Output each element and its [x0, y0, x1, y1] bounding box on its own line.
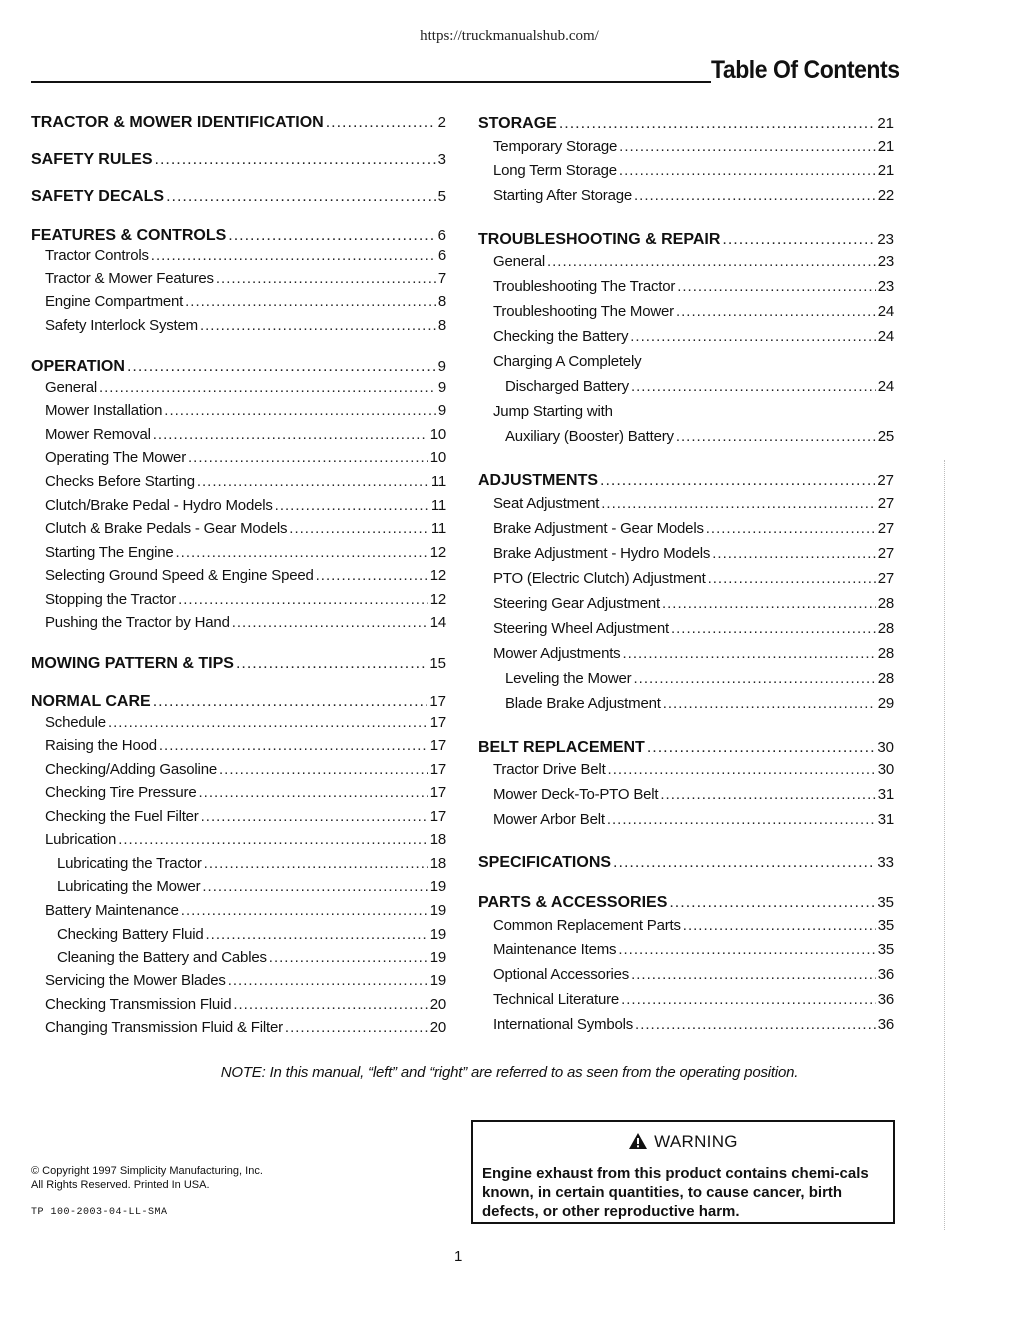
toc-entry-page: 17 — [429, 784, 446, 801]
dot-leader — [153, 426, 428, 443]
toc-entry-label: MOWING PATTERN & TIPS — [31, 655, 234, 672]
dot-leader — [633, 670, 875, 687]
dot-leader — [621, 991, 876, 1008]
toc-entry-label: Steering Gear Adjustment — [493, 595, 660, 612]
toc-entry-page: 6 — [437, 247, 446, 264]
toc-entry-page: 6 — [437, 227, 446, 244]
dot-leader — [316, 567, 428, 584]
toc-entry-label: Leveling the Mower — [505, 670, 632, 687]
dot-leader — [326, 114, 436, 132]
toc-entry-page: 17 — [429, 714, 446, 731]
dot-leader — [608, 761, 876, 778]
dot-leader — [676, 428, 876, 445]
toc-entry-label: Brake Adjustment - Gear Models — [493, 520, 704, 537]
dot-leader — [285, 1019, 428, 1036]
toc-entry-page: 19 — [429, 926, 446, 943]
toc-entry-page: 17 — [429, 693, 446, 710]
toc-entry-page: 23 — [877, 231, 894, 248]
dot-leader — [151, 247, 436, 264]
toc-entry[interactable] — [478, 786, 894, 803]
toc-entry-label: Schedule — [45, 714, 106, 731]
toc-entry-label: Optional Accessories — [493, 966, 630, 983]
toc-entry[interactable] — [31, 855, 446, 872]
toc-entry-page: 8 — [437, 293, 446, 310]
toc-entry[interactable] — [31, 473, 446, 490]
toc-entry[interactable] — [478, 545, 894, 562]
toc-section-entry[interactable] — [31, 358, 446, 376]
dot-leader — [630, 328, 875, 345]
toc-entry-page: 14 — [429, 614, 446, 631]
dot-leader — [613, 854, 875, 872]
page-title: Table Of Contents — [711, 56, 900, 84]
dot-leader — [199, 784, 428, 801]
toc-entry-page: 23 — [877, 253, 894, 270]
toc-entry[interactable] — [31, 247, 446, 264]
toc-entry[interactable] — [31, 761, 446, 778]
toc-entry-page: 17 — [429, 761, 446, 778]
toc-entry-page: 18 — [429, 831, 446, 848]
toc-entry-page: 9 — [437, 358, 446, 375]
toc-entry-page: 15 — [429, 655, 446, 672]
toc-section-entry[interactable] — [31, 188, 446, 206]
toc-entry[interactable] — [31, 784, 446, 801]
orientation-note: NOTE: In this manual, “left” and “right” are referred to as seen from the operating position. — [220, 1064, 799, 1081]
scan-edge — [944, 460, 945, 1230]
toc-entry-label: Seat Adjustment — [493, 495, 600, 512]
toc-entry-page: 24 — [877, 303, 894, 320]
toc-entry-label: Servicing the Mower Blades — [45, 972, 226, 989]
toc-section-entry[interactable] — [478, 231, 894, 249]
warning-text: Engine exhaust from this product contains chemi-cals known, in certain quantities, to cause cancer, birth defects, or other reproductive harm. — [482, 1165, 869, 1220]
toc-entry[interactable] — [478, 187, 894, 204]
toc-entry-label: Checking the Fuel Filter — [45, 808, 199, 825]
toc-entry[interactable] — [31, 426, 446, 443]
toc-entry-page: 19 — [429, 949, 446, 966]
toc-entry-label: Clutch/Brake Pedal - Hydro Models — [45, 497, 273, 514]
toc-section-entry[interactable] — [478, 115, 894, 133]
dot-leader — [547, 253, 876, 270]
toc-entry-label: Mower Deck-To-PTO Belt — [493, 786, 659, 803]
toc-entry-page: 27 — [877, 545, 894, 562]
toc-entry[interactable] — [478, 695, 894, 712]
toc-entry[interactable] — [31, 449, 446, 466]
toc-section-entry[interactable] — [31, 655, 446, 673]
dot-leader — [269, 949, 428, 966]
toc-entry[interactable] — [478, 941, 894, 958]
toc-entry[interactable] — [478, 328, 894, 345]
toc-entry-label: Brake Adjustment - Hydro Models — [493, 545, 711, 562]
toc-entry[interactable] — [31, 926, 446, 943]
toc-entry-label: BELT REPLACEMENT — [478, 739, 645, 756]
toc-entry-label: Selecting Ground Speed & Engine Speed — [45, 567, 314, 584]
toc-entry-label: STORAGE — [478, 115, 557, 132]
toc-entry-label: Lubrication — [45, 831, 117, 848]
toc-entry[interactable] — [478, 138, 894, 155]
toc-entry-label: Discharged Battery — [505, 378, 629, 395]
toc-entry[interactable] — [478, 570, 894, 587]
dot-leader — [232, 614, 428, 631]
toc-entry-label: Troubleshooting The Mower — [493, 303, 674, 320]
dot-leader — [202, 878, 427, 895]
toc-entry-page: 20 — [429, 1019, 446, 1036]
toc-entry[interactable] — [478, 966, 894, 983]
toc-entry-label: Long Term Storage — [493, 162, 617, 179]
dot-leader — [166, 188, 436, 206]
toc-entry-page: 28 — [877, 645, 894, 662]
dot-leader — [99, 379, 436, 396]
toc-entry-label: Lubricating the Mower — [57, 878, 201, 895]
toc-entry[interactable] — [31, 317, 446, 334]
toc-entry-label: Blade Brake Adjustment — [505, 695, 661, 712]
copyright-line: © Copyright 1997 Simplicity Manufacturing, Inc. — [31, 1165, 263, 1177]
dot-leader — [185, 293, 436, 310]
dot-leader — [722, 231, 875, 249]
toc-entry[interactable] — [478, 162, 894, 179]
toc-entry-page: 11 — [430, 520, 446, 537]
toc-entry-label: Lubricating the Tractor — [57, 855, 202, 872]
toc-entry[interactable] — [478, 353, 894, 370]
toc-entry-page: 36 — [877, 966, 894, 983]
toc-entry-label: Operating The Mower — [45, 449, 186, 466]
dot-leader — [647, 739, 876, 757]
toc-entry-label: TRACTOR & MOWER IDENTIFICATION — [31, 114, 324, 131]
toc-entry[interactable] — [31, 972, 446, 989]
toc-entry[interactable] — [31, 567, 446, 584]
toc-entry-page: 17 — [429, 808, 446, 825]
toc-entry[interactable] — [478, 1016, 894, 1033]
dot-leader — [228, 972, 428, 989]
toc-section-entry[interactable] — [478, 739, 894, 757]
toc-entry-page: 36 — [877, 991, 894, 1008]
toc-entry[interactable] — [31, 878, 446, 895]
dot-leader — [619, 162, 876, 179]
toc-entry-page: 21 — [877, 162, 894, 179]
dot-leader — [600, 472, 875, 490]
toc-entry-label: PARTS & ACCESSORIES — [478, 894, 668, 911]
toc-entry-label: SAFETY DECALS — [31, 188, 165, 205]
toc-section-entry[interactable] — [31, 693, 446, 711]
page-number: 1 — [454, 1248, 463, 1265]
toc-entry[interactable] — [31, 293, 446, 310]
toc-entry-label: Cleaning the Battery and Cables — [57, 949, 267, 966]
toc-entry-label: General — [493, 253, 545, 270]
toc-entry-label: Clutch & Brake Pedals - Gear Models — [45, 520, 288, 537]
warning-triangle-icon — [628, 1132, 648, 1155]
toc-section-entry[interactable] — [31, 151, 446, 169]
toc-entry-page: 35 — [877, 941, 894, 958]
toc-entry-page: 8 — [437, 317, 446, 334]
dot-leader — [683, 917, 876, 934]
toc-entry-page: 28 — [877, 670, 894, 687]
dot-leader — [228, 227, 435, 245]
toc-entry-label: Battery Maintenance — [45, 902, 179, 919]
dot-leader — [181, 902, 428, 919]
warning-heading-text: WARNING — [654, 1132, 738, 1151]
toc-entry[interactable] — [478, 278, 894, 295]
toc-entry-page: 5 — [437, 188, 446, 205]
toc-entry-page: 22 — [877, 187, 894, 204]
dot-leader — [178, 591, 428, 608]
dot-leader — [618, 941, 875, 958]
dot-leader — [289, 520, 429, 537]
toc-entry-label: Tractor Drive Belt — [493, 761, 606, 778]
toc-entry-label: Checking Transmission Fluid — [45, 996, 232, 1013]
dot-leader — [108, 714, 428, 731]
dot-leader — [671, 620, 876, 637]
dot-leader — [216, 270, 436, 287]
dot-leader — [206, 926, 428, 943]
toc-entry[interactable] — [478, 811, 894, 828]
toc-entry-page: 35 — [877, 917, 894, 934]
dot-leader — [622, 645, 875, 662]
toc-entry-label: PTO (Electric Clutch) Adjustment — [493, 570, 706, 587]
toc-entry-page: 28 — [877, 620, 894, 637]
dot-leader — [669, 894, 875, 912]
toc-entry-label: Checking/Adding Gasoline — [45, 761, 217, 778]
dot-leader — [607, 811, 876, 828]
toc-entry-label: International Symbols — [493, 1016, 634, 1033]
toc-entry-page: 35 — [877, 894, 894, 911]
dot-leader — [233, 996, 427, 1013]
toc-entry[interactable] — [31, 902, 446, 919]
toc-entry-page: 12 — [429, 591, 446, 608]
toc-entry-page: 31 — [877, 811, 894, 828]
dot-leader — [236, 655, 427, 673]
toc-entry[interactable] — [478, 761, 894, 778]
toc-entry-page: 3 — [437, 151, 446, 168]
toc-entry[interactable] — [478, 595, 894, 612]
dot-leader — [118, 831, 428, 848]
toc-entry-page: 23 — [877, 278, 894, 295]
toc-entry-page: 27 — [877, 472, 894, 489]
toc-entry-page: 24 — [877, 328, 894, 345]
toc-entry-page: 28 — [877, 595, 894, 612]
toc-entry-label: Troubleshooting The Tractor — [493, 278, 676, 295]
toc-entry-label: Maintenance Items — [493, 941, 617, 958]
toc-entry-label: Mower Adjustments — [493, 645, 621, 662]
toc-entry-label: FEATURES & CONTROLS — [31, 227, 227, 244]
toc-entry-label: Changing Transmission Fluid & Filter — [45, 1019, 283, 1036]
toc-entry[interactable] — [31, 808, 446, 825]
dot-leader — [164, 402, 436, 419]
toc-entry-label: TROUBLESHOOTING & REPAIR — [478, 231, 721, 248]
toc-entry-label: Technical Literature — [493, 991, 620, 1008]
toc-entry-label: Charging A Completely — [493, 353, 642, 370]
toc-entry-label: Pushing the Tractor by Hand — [45, 614, 230, 631]
toc-entry-label: OPERATION — [31, 358, 125, 375]
dot-leader — [663, 695, 876, 712]
copyright-block — [31, 1164, 263, 1192]
toc-entry-label: Mower Arbor Belt — [493, 811, 605, 828]
title-rule — [31, 81, 711, 83]
toc-entry-page: 11 — [430, 473, 446, 490]
dot-leader — [634, 187, 876, 204]
toc-entry-label: Temporary Storage — [493, 138, 618, 155]
dot-leader — [660, 786, 875, 803]
toc-entry-label: Checking Tire Pressure — [45, 784, 197, 801]
toc-entry-label: SAFETY RULES — [31, 151, 153, 168]
toc-entry-label: Raising the Hood — [45, 737, 157, 754]
toc-entry-page: 11 — [430, 497, 446, 514]
toc-entry-page: 19 — [429, 878, 446, 895]
dot-leader — [559, 115, 875, 133]
toc-entry[interactable] — [478, 991, 894, 1008]
toc-entry-page: 20 — [429, 996, 446, 1013]
toc-entry-page: 10 — [429, 449, 446, 466]
dot-leader — [201, 808, 428, 825]
dot-leader — [677, 278, 876, 295]
warning-heading — [473, 1132, 893, 1155]
warning-box — [471, 1120, 895, 1224]
dot-leader — [631, 966, 876, 983]
dot-leader — [662, 595, 876, 612]
toc-section-entry[interactable] — [31, 114, 446, 132]
toc-entry-page: 7 — [437, 270, 446, 287]
toc-entry-page: 17 — [429, 737, 446, 754]
dot-leader — [200, 317, 436, 334]
toc-section-entry[interactable] — [31, 227, 446, 245]
toc-entry-label: NORMAL CARE — [31, 693, 151, 710]
toc-entry[interactable] — [31, 402, 446, 419]
toc-entry[interactable] — [478, 428, 894, 445]
toc-entry[interactable] — [31, 996, 446, 1013]
toc-entry[interactable] — [31, 520, 446, 537]
toc-entry-page: 31 — [877, 786, 894, 803]
toc-entry-page: 21 — [877, 138, 894, 155]
dot-leader — [676, 303, 876, 320]
dot-leader — [619, 138, 876, 155]
toc-entry-label: Mower Removal — [45, 426, 151, 443]
toc-entry-label: Starting After Storage — [493, 187, 633, 204]
toc-entry[interactable] — [478, 303, 894, 320]
toc-entry[interactable] — [31, 714, 446, 731]
dot-leader — [219, 761, 428, 778]
dot-leader — [153, 693, 428, 711]
toc-entry-label: Mower Installation — [45, 402, 163, 419]
dot-leader — [712, 545, 875, 562]
toc-entry-page: 24 — [877, 378, 894, 395]
dot-leader — [176, 544, 428, 561]
toc-entry-label: Auxiliary (Booster) Battery — [505, 428, 674, 445]
toc-entry-page: 33 — [877, 854, 894, 871]
toc-entry-page: 30 — [877, 761, 894, 778]
dot-leader — [155, 151, 436, 169]
dot-leader — [706, 520, 876, 537]
toc-entry-page: 9 — [437, 379, 446, 396]
toc-entry-page: 10 — [429, 426, 446, 443]
toc-entry-page: 27 — [877, 570, 894, 587]
toc-entry-page: 9 — [437, 402, 446, 419]
toc-entry[interactable] — [478, 620, 894, 637]
dot-leader — [197, 473, 429, 490]
toc-entry-label: Checking Battery Fluid — [57, 926, 204, 943]
toc-entry-label: General — [45, 379, 97, 396]
toc-entry-page: 18 — [429, 855, 446, 872]
dot-leader — [159, 737, 428, 754]
toc-entry-page: 30 — [877, 739, 894, 756]
toc-entry-page: 12 — [429, 567, 446, 584]
toc-entry-label: Common Replacement Parts — [493, 917, 681, 934]
toc-entry[interactable] — [31, 737, 446, 754]
document-code: TP 100-2003-04-LL-SMA — [31, 1207, 168, 1218]
toc-entry-page: 19 — [429, 902, 446, 919]
toc-entry-label: Tractor & Mower Features — [45, 270, 214, 287]
toc-entry[interactable] — [478, 670, 894, 687]
toc-entry[interactable] — [31, 591, 446, 608]
toc-entry[interactable] — [31, 544, 446, 561]
toc-entry-page: 12 — [429, 544, 446, 561]
toc-entry-label: ADJUSTMENTS — [478, 472, 599, 489]
toc-entry[interactable] — [31, 614, 446, 631]
toc-section-entry[interactable] — [478, 854, 894, 872]
toc-entry[interactable] — [478, 495, 894, 512]
toc-entry[interactable] — [31, 497, 446, 514]
toc-entry[interactable] — [478, 520, 894, 537]
rights-line: All Rights Reserved. Printed In USA. — [31, 1179, 210, 1191]
toc-entry[interactable] — [478, 253, 894, 270]
toc-entry-label: Stopping the Tractor — [45, 591, 177, 608]
toc-entry-page: 27 — [877, 495, 894, 512]
toc-entry[interactable] — [478, 917, 894, 934]
toc-section-entry[interactable] — [478, 894, 894, 912]
dot-leader — [708, 570, 876, 587]
toc-entry[interactable] — [31, 379, 446, 396]
toc-entry[interactable] — [478, 378, 894, 395]
toc-entry-label: Tractor Controls — [45, 247, 149, 264]
toc-entry-page: 19 — [429, 972, 446, 989]
toc-entry-label: Safety Interlock System — [45, 317, 198, 334]
toc-entry-label: Starting The Engine — [45, 544, 174, 561]
dot-leader — [631, 378, 876, 395]
toc-section-entry[interactable] — [478, 472, 894, 490]
toc-entry-page: 2 — [437, 114, 446, 131]
source-url[interactable]: https://truckmanualshub.com/ — [420, 28, 599, 44]
dot-leader — [635, 1016, 876, 1033]
toc-entry[interactable] — [31, 1019, 446, 1036]
toc-entry-label: Jump Starting with — [493, 403, 613, 420]
toc-entry-label: Checking the Battery — [493, 328, 629, 345]
toc-entry[interactable] — [31, 270, 446, 287]
toc-entry-page: 21 — [877, 115, 894, 132]
toc-entry[interactable] — [31, 949, 446, 966]
toc-entry-page: 29 — [877, 695, 894, 712]
toc-entry-page: 25 — [877, 428, 894, 445]
toc-entry[interactable] — [478, 645, 894, 662]
toc-entry[interactable] — [31, 831, 446, 848]
dot-leader — [601, 495, 875, 512]
dot-leader — [204, 855, 428, 872]
toc-entry-page: 36 — [877, 1016, 894, 1033]
toc-entry-label: SPECIFICATIONS — [478, 854, 612, 871]
dot-leader — [127, 358, 436, 376]
toc-entry-page: 27 — [877, 520, 894, 537]
toc-entry-label: Checks Before Starting — [45, 473, 195, 490]
dot-leader — [188, 449, 428, 466]
toc-entry-label: Steering Wheel Adjustment — [493, 620, 669, 637]
toc-entry-label: Engine Compartment — [45, 293, 184, 310]
toc-entry[interactable] — [478, 403, 894, 420]
dot-leader — [275, 497, 429, 514]
